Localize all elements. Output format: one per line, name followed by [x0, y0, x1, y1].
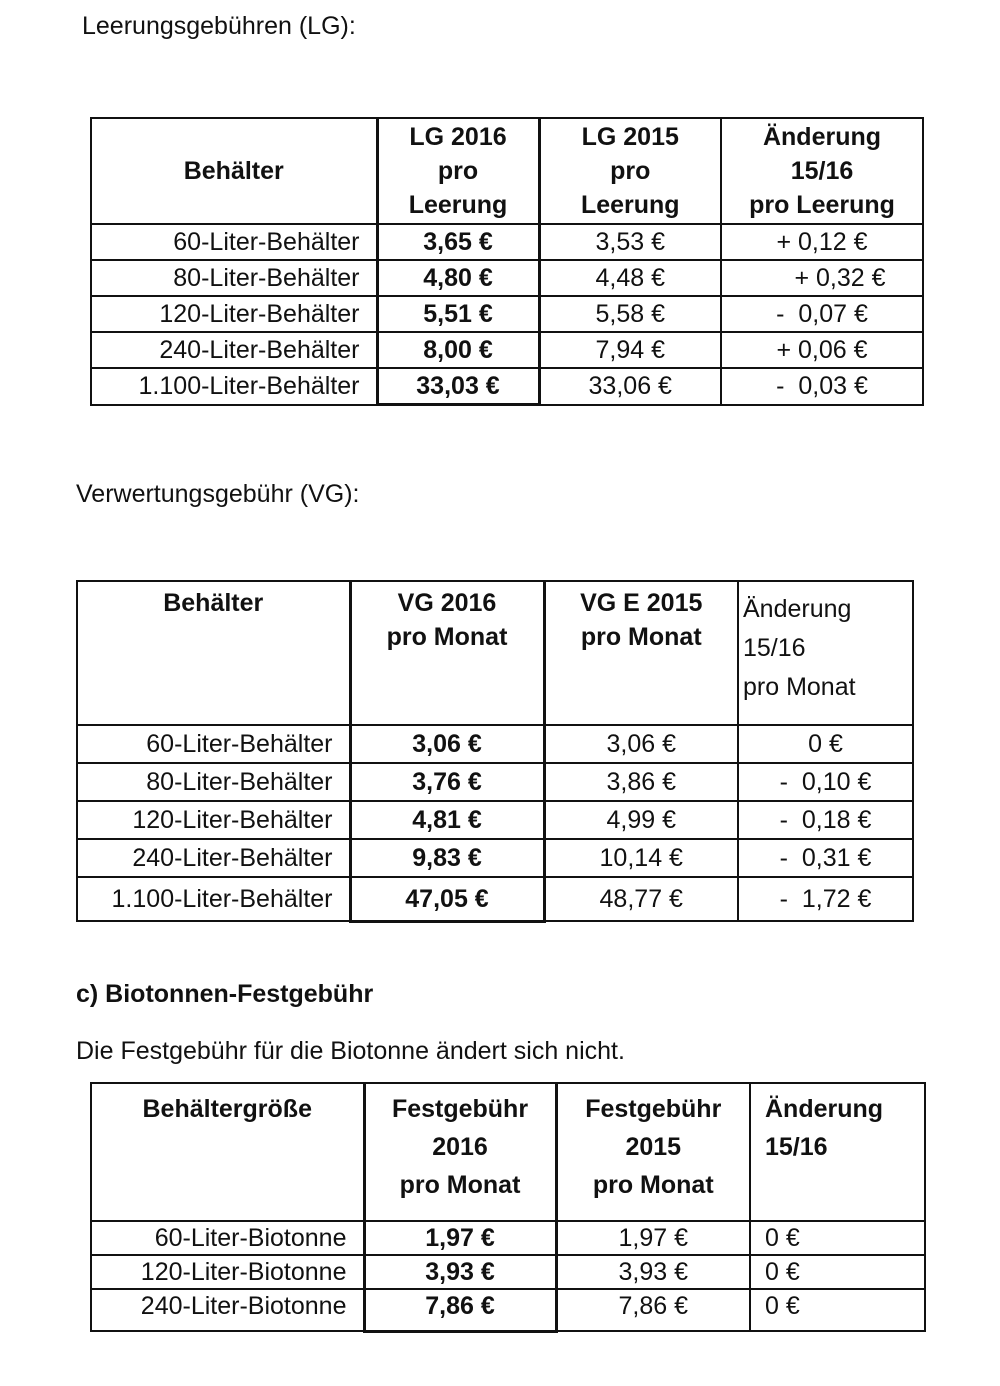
- header-fixed-fee-2016: Festgebühr 2016 pro Monat: [364, 1083, 556, 1221]
- fee-2015: 3,06 €: [544, 725, 738, 763]
- fee-change: 0 €: [750, 1255, 925, 1289]
- table-header-row: [91, 118, 923, 224]
- table-row: [91, 1289, 925, 1331]
- table-row: [77, 725, 913, 763]
- fee-change: 0 €: [738, 725, 913, 763]
- container-label: 80-Liter-Behälter: [77, 763, 350, 801]
- table-row: [91, 1255, 925, 1289]
- fee-change: 0 €: [750, 1289, 925, 1331]
- table-row: [77, 763, 913, 801]
- header-container: Behälter: [91, 118, 377, 224]
- fee-change: 0 €: [750, 1221, 925, 1255]
- container-label: 120-Liter-Biotonne: [91, 1255, 364, 1289]
- table-row: [91, 368, 923, 405]
- fee-2016: 3,06 €: [350, 725, 544, 763]
- fee-2016: 47,05 €: [350, 877, 544, 921]
- header-fixed-fee-2015: Festgebühr 2015 pro Monat: [556, 1083, 750, 1221]
- fee-2016: 5,51 €: [377, 296, 539, 332]
- table-header-row: [91, 1083, 925, 1221]
- table-row: [91, 224, 923, 260]
- table-row: [91, 1221, 925, 1255]
- container-label: 80-Liter-Behälter: [91, 260, 377, 296]
- fee-change: + 0,06 €: [721, 332, 923, 368]
- fee-change: - 0,18 €: [738, 801, 913, 839]
- table-row: [77, 801, 913, 839]
- fee-change: - 0,07 €: [721, 296, 923, 332]
- header-vg-2015: VG E 2015 pro Monat: [544, 581, 738, 725]
- fee-2016: 7,86 €: [364, 1289, 556, 1331]
- fee-change: - 0,10 €: [738, 763, 913, 801]
- header-change: Änderung 15/16 pro Leerung: [721, 118, 923, 224]
- header-lg-2015: LG 2015 pro Leerung: [539, 118, 721, 224]
- header-container-size: Behältergröße: [91, 1083, 364, 1221]
- container-label: 120-Liter-Behälter: [77, 801, 350, 839]
- fee-change: - 0,31 €: [738, 839, 913, 877]
- container-label: 60-Liter-Biotonne: [91, 1221, 364, 1255]
- fee-2016: 4,81 €: [350, 801, 544, 839]
- header-vg-2016: VG 2016 pro Monat: [350, 581, 544, 725]
- container-label: 1.100-Liter-Behälter: [77, 877, 350, 921]
- fee-2015: 4,48 €: [539, 260, 721, 296]
- fee-2015: 4,99 €: [544, 801, 738, 839]
- fee-2015: 5,58 €: [539, 296, 721, 332]
- container-label: 120-Liter-Behälter: [91, 296, 377, 332]
- table-row: [91, 332, 923, 368]
- fee-2016: 9,83 €: [350, 839, 544, 877]
- vg-fee-table: [76, 580, 914, 923]
- header-container: Behälter: [77, 581, 350, 725]
- container-label: 60-Liter-Behälter: [77, 725, 350, 763]
- fee-2016: 3,76 €: [350, 763, 544, 801]
- lg-section-title: Leerungsgebühren (LG):: [82, 12, 356, 40]
- table-row: [77, 839, 913, 877]
- table-header-row: [77, 581, 913, 725]
- table-row: [91, 260, 923, 296]
- container-label: 240-Liter-Behälter: [91, 332, 377, 368]
- fee-2015: 33,06 €: [539, 368, 721, 405]
- header-change: Änderung 15/16: [750, 1083, 925, 1221]
- lg-fee-table: [90, 117, 924, 406]
- bio-section-title: c) Biotonnen-Festgebühr: [76, 980, 374, 1008]
- container-label: 1.100-Liter-Behälter: [91, 368, 377, 405]
- fee-2015: 7,86 €: [556, 1289, 750, 1331]
- fee-2015: 3,86 €: [544, 763, 738, 801]
- fee-2015: 3,93 €: [556, 1255, 750, 1289]
- fee-2016: 4,80 €: [377, 260, 539, 296]
- bio-intro-text: Die Festgebühr für die Biotonne ändert sich nicht.: [76, 1037, 625, 1065]
- fee-change: - 1,72 €: [738, 877, 913, 921]
- table-row: [91, 296, 923, 332]
- fee-2016: 3,65 €: [377, 224, 539, 260]
- fee-2016: 3,93 €: [364, 1255, 556, 1289]
- vg-section-title: Verwertungsgebühr (VG):: [76, 480, 360, 508]
- container-label: 240-Liter-Behälter: [77, 839, 350, 877]
- fee-change: + 0,32 €: [721, 260, 923, 296]
- container-label: 240-Liter-Biotonne: [91, 1289, 364, 1331]
- header-lg-2016: LG 2016 pro Leerung: [377, 118, 539, 224]
- fee-2016: 1,97 €: [364, 1221, 556, 1255]
- fee-2015: 10,14 €: [544, 839, 738, 877]
- table-row: [77, 877, 913, 921]
- fee-2015: 1,97 €: [556, 1221, 750, 1255]
- fee-change: + 0,12 €: [721, 224, 923, 260]
- fee-2015: 7,94 €: [539, 332, 721, 368]
- fee-2015: 48,77 €: [544, 877, 738, 921]
- bio-fee-table: [90, 1082, 926, 1333]
- fee-2016: 33,03 €: [377, 368, 539, 405]
- fee-2016: 8,00 €: [377, 332, 539, 368]
- fee-2015: 3,53 €: [539, 224, 721, 260]
- fee-change: - 0,03 €: [721, 368, 923, 405]
- container-label: 60-Liter-Behälter: [91, 224, 377, 260]
- header-change: Änderung 15/16 pro Monat: [738, 581, 913, 725]
